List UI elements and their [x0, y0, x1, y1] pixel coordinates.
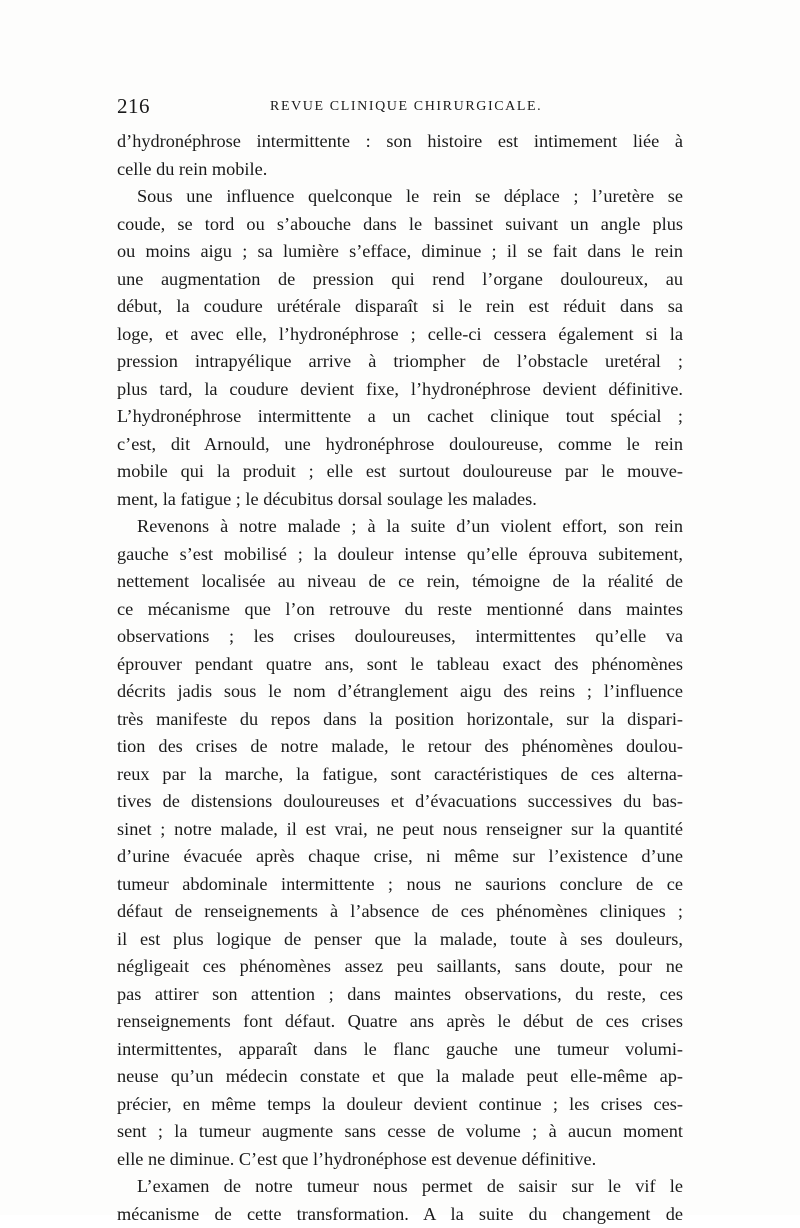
body-text [117, 128, 683, 1228]
text-line: pression intrapyélique arrive à triompher de l’obstacle uretéral ; [117, 348, 683, 376]
text-line: gauche s’est mobilisé ; la douleur intense qu’elle éprouva subitement, [117, 541, 683, 569]
text-line: reux par la marche, la fatigue, sont caractéristiques de ces alterna- [117, 761, 683, 789]
text-line: négligeait ces phénomènes assez peu saillants, sans doute, pour ne [117, 953, 683, 981]
text-line: loge, et avec elle, l’hydronéphrose ; celle-ci cessera également si la [117, 321, 683, 349]
text-line: coude, se tord ou s’abouche dans le bassinet suivant un angle plus [117, 211, 683, 239]
text-line: défaut de renseignements à l’absence de ces phénomènes cliniques ; [117, 898, 683, 926]
text-line: début, la coudure urétérale disparaît si le rein est réduit dans sa [117, 293, 683, 321]
text-line: celle du rein mobile. [117, 156, 683, 184]
text-line: c’est, dit Arnould, une hydronéphrose douloureuse, comme le rein [117, 431, 683, 459]
text-line: neuse qu’un médecin constate et que la malade peut elle-même ap- [117, 1063, 683, 1091]
text-line: observations ; les crises douloureuses, intermittentes qu’elle va [117, 623, 683, 651]
text-line: ce mécanisme que l’on retrouve du reste mentionné dans maintes [117, 596, 683, 624]
text-line: intermittentes, apparaît dans le flanc gauche une tumeur volumi- [117, 1036, 683, 1064]
text-line: nettement localisée au niveau de ce rein, témoigne de la réalité de [117, 568, 683, 596]
text-line: plus tard, la coudure devient fixe, l’hydronéphrose devient définitive. [117, 376, 683, 404]
text-line: renseignements font défaut. Quatre ans après le début de ces crises [117, 1008, 683, 1036]
paragraph-first-line: Sous une influence quelconque le rein se déplace ; l’uretère se [117, 183, 683, 211]
text-line: tives de distensions douloureuses et d’évacuations successives du bas- [117, 788, 683, 816]
text-line: sinet ; notre malade, il est vrai, ne peut nous renseigner sur la quantité [117, 816, 683, 844]
running-title: REVUE CLINIQUE CHIRURGICALE. [270, 99, 542, 115]
page-header [117, 94, 683, 120]
text-line: une augmentation de pression qui rend l’organe douloureux, au [117, 266, 683, 294]
text-line: tion des crises de notre malade, le retour des phénomènes doulou- [117, 733, 683, 761]
text-line: précier, en même temps la douleur devient continue ; les crises ces- [117, 1091, 683, 1119]
text-line: elle ne diminue. C’est que l’hydronéphose est devenue définitive. [117, 1146, 683, 1174]
text-line: éprouver pendant quatre ans, sont le tableau exact des phénomènes [117, 651, 683, 679]
page-number: 216 [117, 94, 150, 119]
text-line: ment, la fatigue ; le décubitus dorsal soulage les malades. [117, 486, 683, 514]
text-line: L’hydronéphrose intermittente a un cachet clinique tout spécial ; [117, 403, 683, 431]
text-line: mobile qui la produit ; elle est surtout douloureuse par le mouve- [117, 458, 683, 486]
paragraph-first-line: L’examen de notre tumeur nous permet de saisir sur le vif le [117, 1173, 683, 1201]
text-line: ou moins aigu ; sa lumière s’efface, diminue ; il se fait dans le rein [117, 238, 683, 266]
text-line: tumeur abdominale intermittente ; nous ne saurions conclure de ce [117, 871, 683, 899]
text-line: il est plus logique de penser que la malade, toute à ses douleurs, [117, 926, 683, 954]
paragraph-first-line: Revenons à notre malade ; à la suite d’un violent effort, son rein [117, 513, 683, 541]
text-line: pas attirer son attention ; dans maintes observations, du reste, ces [117, 981, 683, 1009]
text-line: très manifeste du repos dans la position horizontale, sur la dispari- [117, 706, 683, 734]
text-line: décrits jadis sous le nom d’étranglement aigu des reins ; l’influence [117, 678, 683, 706]
text-line: d’urine évacuée après chaque crise, ni même sur l’existence d’une [117, 843, 683, 871]
text-line: sent ; la tumeur augmente sans cesse de volume ; à aucun moment [117, 1118, 683, 1146]
text-line: mécanisme de cette transformation. A la suite du changement de [117, 1201, 683, 1228]
text-line: d’hydronéphrose intermittente : son histoire est intimement liée à [117, 128, 683, 156]
